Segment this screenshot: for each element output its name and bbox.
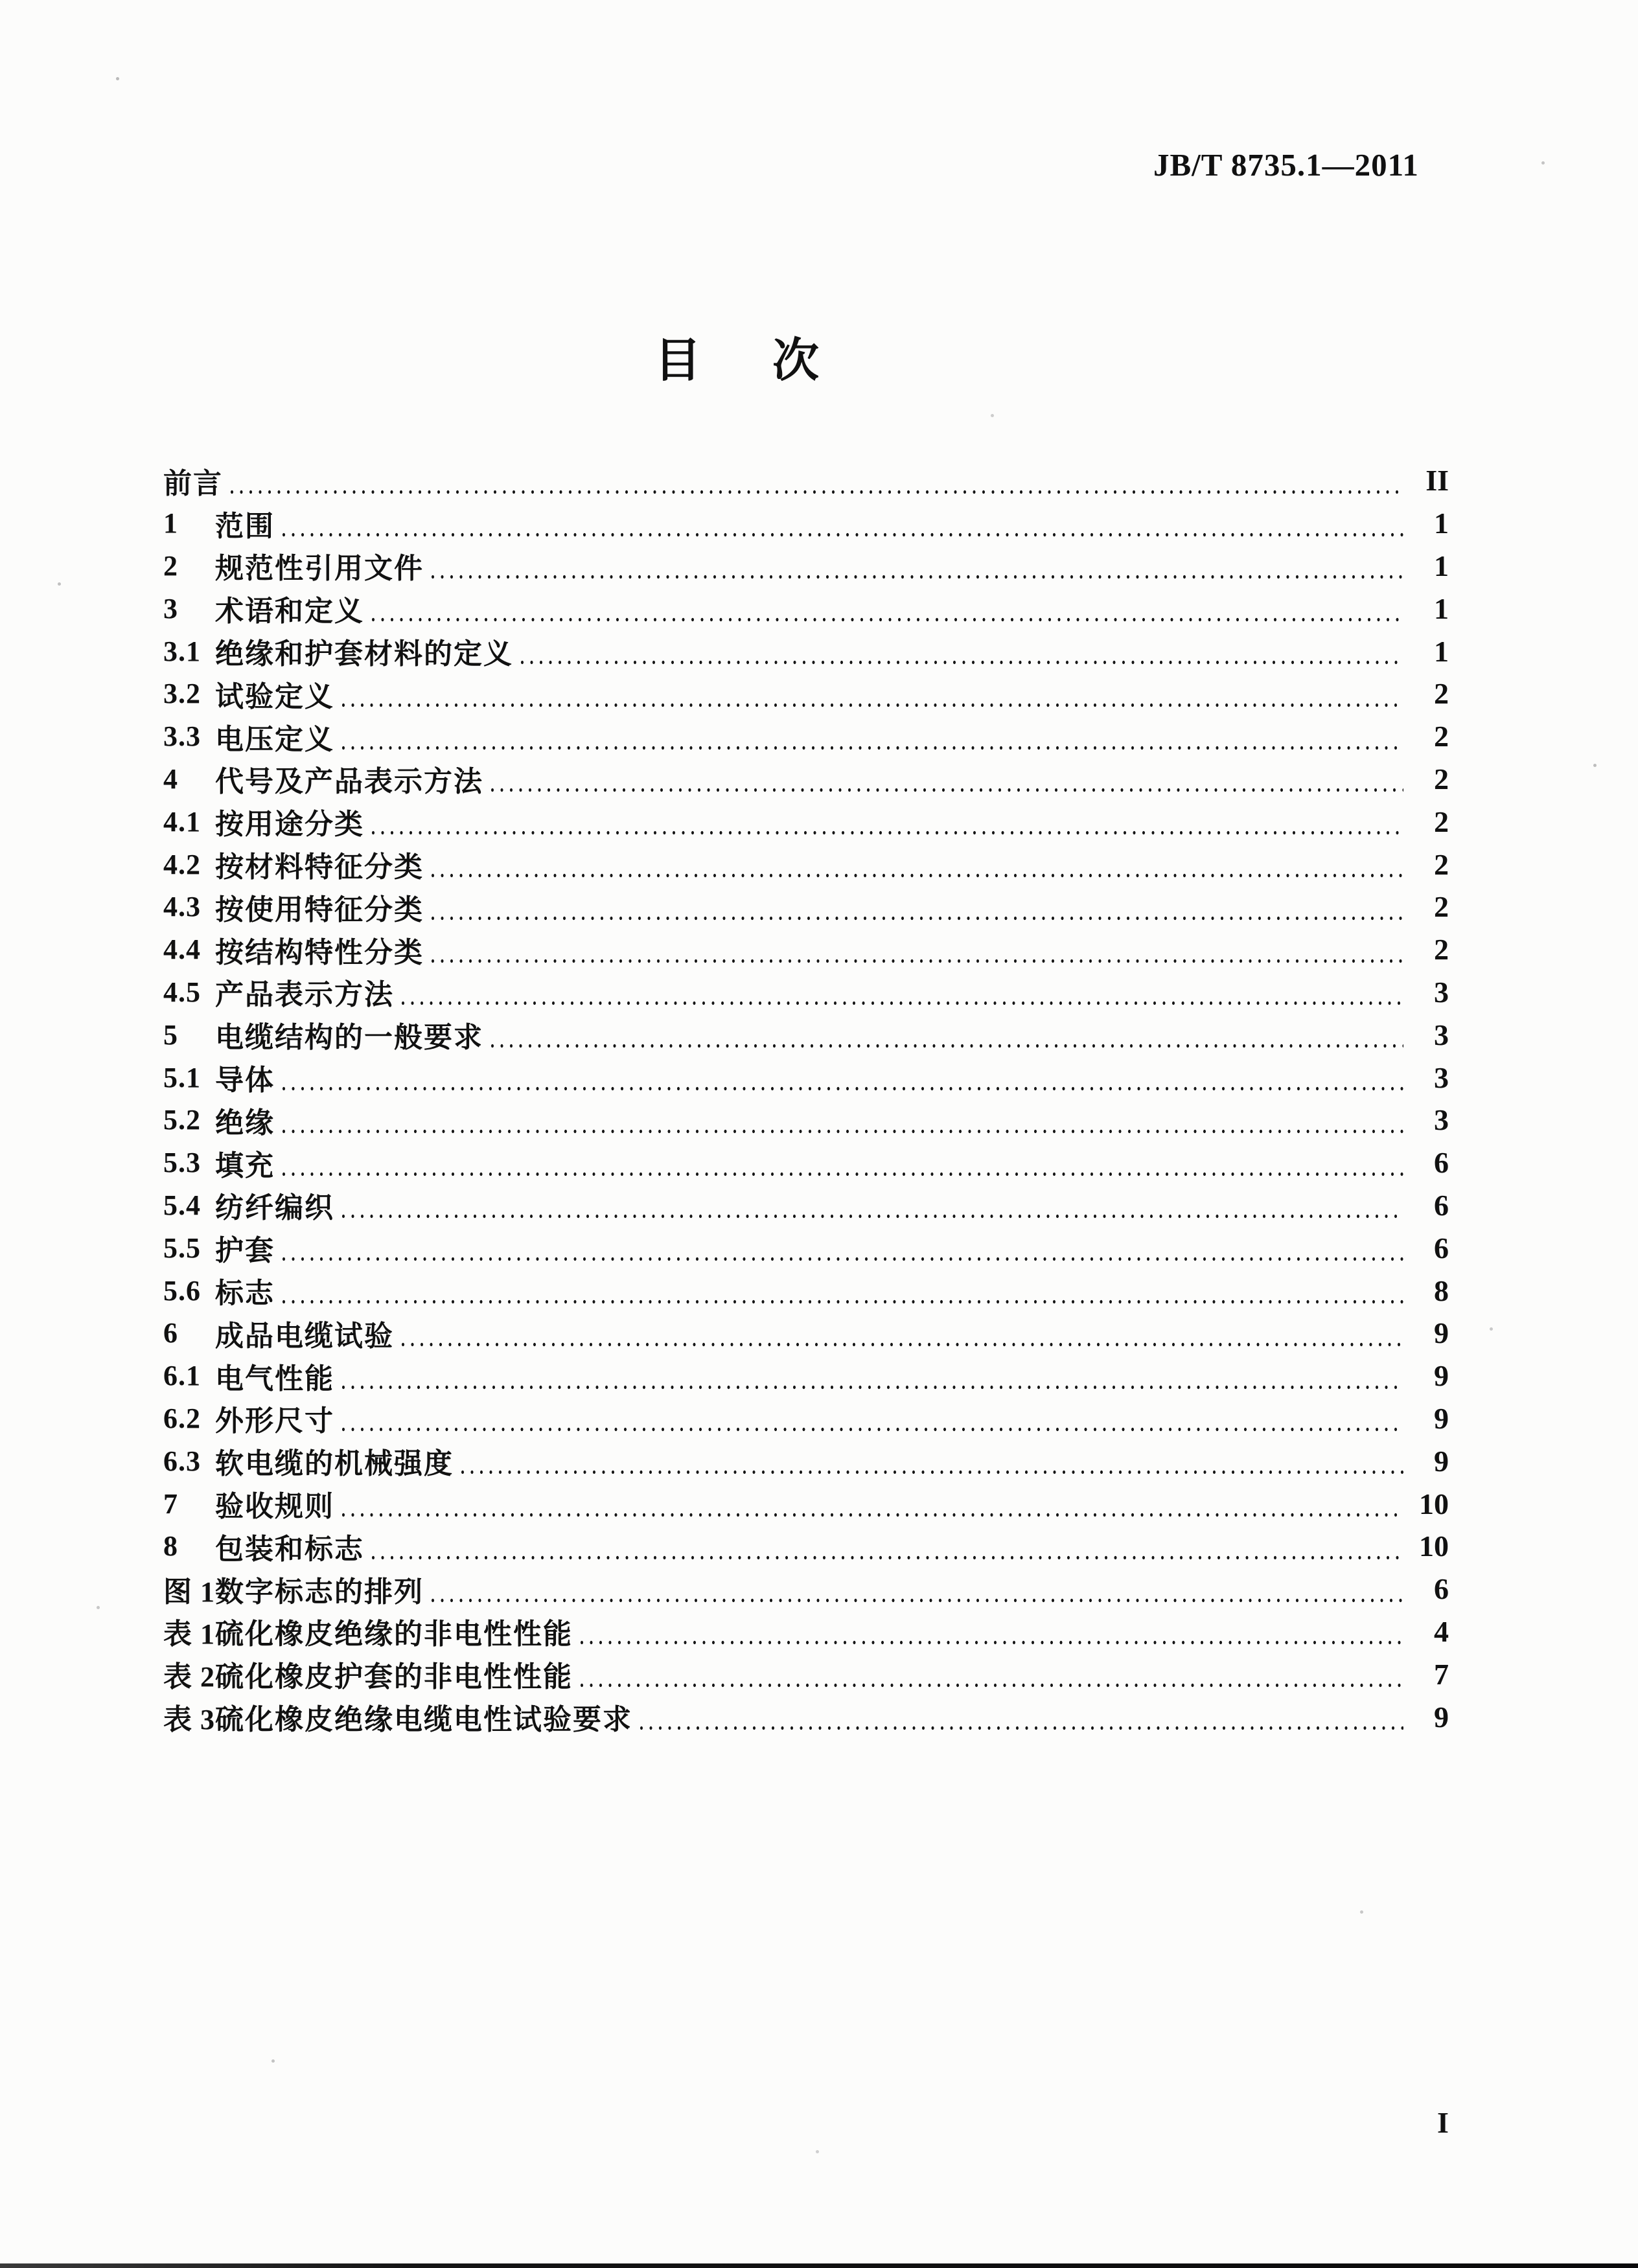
toc-entry-number: 4.4 [163,934,201,966]
scan-noise-speckles [0,0,2,2]
toc-entry-number: 5.5 [163,1231,201,1264]
toc-entry-label: 绝缘和护套材料的定义 [215,638,513,670]
toc-entry-page: 2 [1434,720,1449,753]
toc-entry-label: 外形尺寸 [215,1405,334,1438]
toc-entry [163,587,1449,630]
toc-dot-leader [369,587,1405,630]
toc-entry-label: 电压定义 [215,723,334,755]
toc-entry [163,1695,1449,1738]
toc-dot-leader [280,502,1405,545]
toc-entry-page: 1 [1434,549,1449,582]
toc-entry-label: 按使用特征分类 [215,893,424,926]
toc-entry-number: 3.2 [163,678,201,710]
toc-dot-leader [578,1610,1405,1653]
toc-dot-leader [399,971,1405,1014]
toc-entry [163,886,1449,928]
toc-entry-number: 表 2 [163,1661,215,1693]
toc-entry-number: 5.2 [163,1104,201,1136]
toc-entry [163,1355,1449,1397]
toc-entry-page: 2 [1434,762,1449,796]
toc-entry-label: 导体 [215,1064,275,1097]
toc-entry-label: 前言 [163,467,223,499]
toc-entry-page: 9 [1434,1444,1449,1478]
toc-entry-label: 硫化橡皮绝缘电缆电性试验要求 [215,1704,632,1735]
toc-entry-page: 10 [1419,1487,1449,1520]
toc-entry [163,1269,1449,1312]
toc-entry-label: 术语和定义 [215,595,364,628]
toc-entry-page: 6 [1434,1188,1449,1222]
toc-dot-leader [429,545,1405,588]
toc-dot-leader [399,1312,1405,1355]
toc-entry-label: 电缆结构的一般要求 [215,1022,483,1054]
toc-entry-number: 6.3 [163,1445,201,1477]
toc-dot-leader [340,672,1405,715]
toc-dot-leader [489,758,1405,801]
toc-entry-label: 护套 [215,1235,275,1267]
toc-dot-leader [340,1355,1405,1397]
toc-entry-label: 试验定义 [215,680,334,713]
toc-entry-number: 6.1 [163,1360,201,1392]
toc-entry [163,1099,1449,1141]
toc-entry [163,1056,1449,1099]
toc-entry-number: 8 [163,1530,178,1563]
toc-entry [163,800,1449,843]
toc-entry-page: 2 [1434,847,1449,881]
toc-entry-label: 绝缘 [215,1106,275,1139]
toc-entry-number: 4 [163,762,178,795]
toc-entry-page: 2 [1434,890,1449,924]
toc-entry-label: 规范性引用文件 [215,553,424,585]
toc-dot-leader [429,928,1405,971]
toc-entry [163,459,1449,502]
toc-entry-page: 1 [1434,591,1449,625]
toc-entry-page: 9 [1434,1316,1449,1350]
toc-entry-page: II [1425,464,1449,498]
toc-entry [163,502,1449,545]
toc-dot-leader [280,1226,1405,1269]
toc-dot-leader [369,800,1405,843]
toc-entry [163,1439,1449,1482]
toc-entry-label: 验收规则 [215,1491,334,1523]
toc-list [163,459,1449,1738]
toc-dot-leader [518,630,1405,672]
toc-entry-page: 7 [1434,1657,1449,1691]
toc-entry-page: 1 [1434,634,1449,668]
toc-dot-leader [489,1013,1405,1056]
toc-entry-number: 3.3 [163,720,201,753]
toc-entry-page: 3 [1434,975,1449,1009]
toc-entry-page: 6 [1434,1572,1449,1606]
toc-entry [163,843,1449,886]
toc-entry [163,1184,1449,1227]
toc-entry [163,630,1449,672]
toc-entry [163,672,1449,715]
toc-entry-label: 按材料特征分类 [215,851,424,884]
toc-entry [163,715,1449,758]
toc-dot-leader [340,1184,1405,1227]
toc-entry-number: 3 [163,592,178,624]
toc-entry [163,1610,1449,1653]
toc-entry [163,1653,1449,1695]
toc-entry-label: 代号及产品表示方法 [215,766,483,798]
toc-entry-label: 成品电缆试验 [215,1320,394,1352]
toc-dot-leader [280,1269,1405,1312]
toc-entry-page: 9 [1434,1700,1449,1734]
toc-entry [163,1397,1449,1440]
toc-entry [163,971,1449,1014]
toc-entry-label: 填充 [215,1149,275,1182]
toc-entry-label: 硫化橡皮绝缘的非电性性能 [215,1618,573,1651]
toc-entry-page: 9 [1434,1401,1449,1435]
toc-entry-number: 5.6 [163,1274,201,1307]
toc-entry-number: 4.3 [163,891,201,923]
toc-entry [163,545,1449,588]
toc-entry-page: 1 [1434,507,1449,540]
toc-entry-label: 按结构特性分类 [215,936,424,968]
toc-entry-number: 5 [163,1018,178,1051]
toc-entry-number: 6 [163,1317,178,1349]
toc-entry-page: 6 [1434,1231,1449,1265]
toc-entry-label: 纺纤编织 [215,1192,334,1224]
toc-dot-leader [429,1568,1405,1610]
toc-entry-label: 硫化橡皮护套的非电性性能 [215,1661,573,1693]
toc-entry-label: 产品表示方法 [215,979,394,1011]
toc-entry-page: 3 [1434,1018,1449,1051]
page-title: 目 次 [654,335,819,387]
toc-entry-number: 5.4 [163,1189,201,1221]
toc-dot-leader [369,1525,1405,1568]
toc-entry-page: 2 [1434,677,1449,711]
toc-entry-number: 5.3 [163,1147,201,1179]
toc-dot-leader [459,1439,1405,1482]
toc-dot-leader [340,1482,1405,1525]
footer-page-number: I [1437,2106,1449,2139]
toc-entry-number: 3.1 [163,635,201,667]
standard-number: JB/T 8735.1—2011 [1153,147,1419,183]
toc-entry-number: 4.2 [163,848,201,880]
toc-dot-leader [638,1695,1405,1738]
toc-entry-page: 2 [1434,933,1449,967]
toc-entry-label: 范围 [215,510,275,542]
toc-entry [163,1013,1449,1056]
toc-dot-leader [280,1141,1405,1184]
toc-entry [163,1568,1449,1610]
toc-dot-leader [578,1653,1405,1695]
toc-entry-number: 2 [163,549,178,582]
toc-dot-leader [429,843,1405,886]
toc-entry [163,1141,1449,1184]
toc-entry-page: 2 [1434,805,1449,838]
toc-entry-page: 10 [1419,1529,1449,1563]
toc-entry [163,1312,1449,1355]
toc-entry-number: 表 1 [163,1618,215,1651]
toc-dot-leader [280,1099,1405,1141]
toc-entry-number: 7 [163,1487,178,1520]
toc-entry [163,1525,1449,1568]
toc-entry-number: 6.2 [163,1402,201,1434]
toc-entry-number: 5.1 [163,1061,201,1094]
toc-dot-leader [429,886,1405,928]
toc-entry-label: 电气性能 [215,1362,334,1395]
toc-entry-number: 4.5 [163,976,201,1008]
toc-entry [163,758,1449,801]
toc-entry-label: 软电缆的机械强度 [215,1448,454,1480]
toc-entry-page: 3 [1434,1060,1449,1094]
toc-entry-page: 8 [1434,1274,1449,1307]
toc-dot-leader [340,1397,1405,1440]
toc-entry-label: 按用途分类 [215,808,364,841]
toc-entry-label: 包装和标志 [215,1533,364,1565]
toc-entry [163,1226,1449,1269]
toc-entry-page: 4 [1434,1614,1449,1648]
toc-entry-label: 数字标志的排列 [215,1575,424,1608]
toc-entry-number: 4.1 [163,805,201,838]
scan-bottom-edge-artifact [0,2263,1638,2268]
toc-entry-page: 6 [1434,1146,1449,1180]
toc-entry-page: 9 [1434,1359,1449,1393]
toc-entry-number: 表 3 [163,1704,215,1735]
toc-dot-leader [340,715,1405,758]
toc-entry-number: 1 [163,507,178,540]
toc-entry [163,1482,1449,1525]
toc-entry-page: 3 [1434,1103,1449,1137]
toc-entry [163,928,1449,971]
toc-dot-leader [280,1056,1405,1099]
toc-entry-label: 标志 [215,1277,275,1310]
toc-dot-leader [228,459,1405,502]
toc-entry-number: 图 1 [163,1575,215,1608]
